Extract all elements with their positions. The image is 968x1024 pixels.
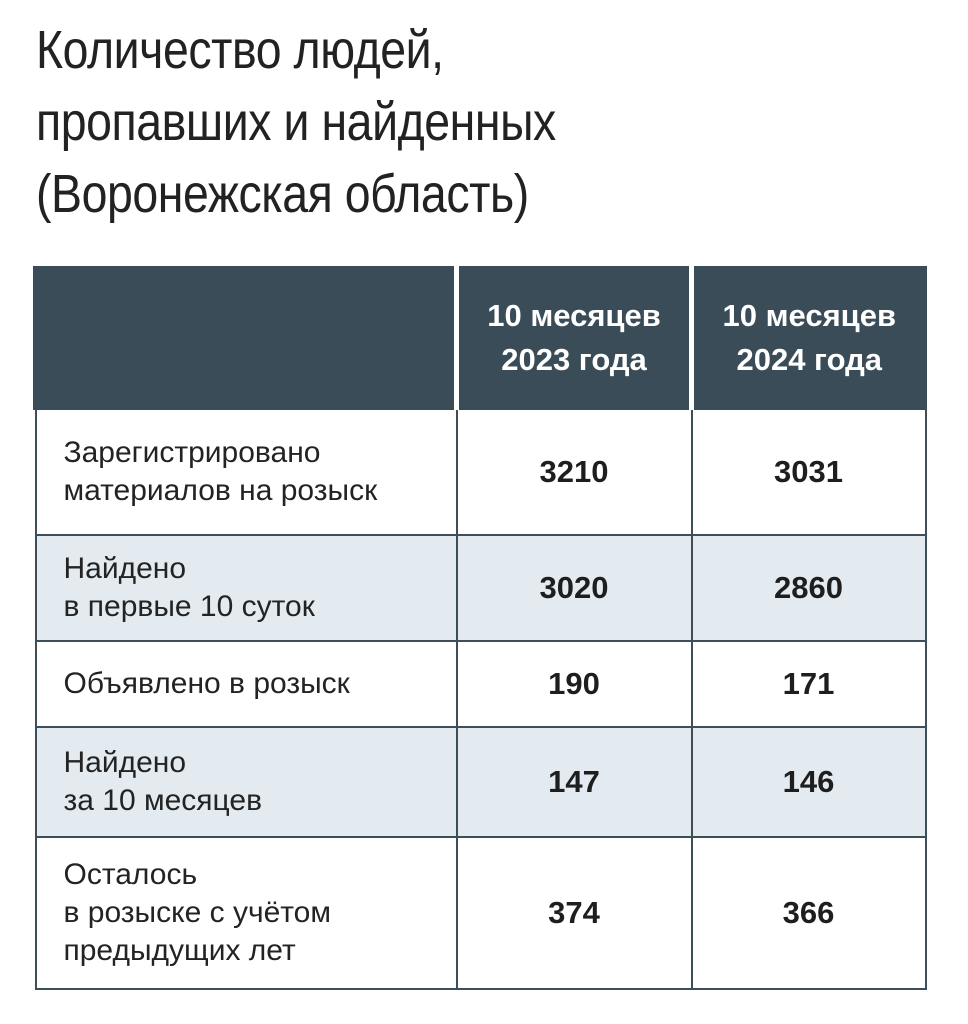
column-header-line: 2024 года: [736, 342, 883, 377]
row-label-line: за 10 месяцев: [63, 784, 263, 817]
header-corner-cell: [36, 267, 457, 409]
value-cell-2024: 366: [692, 837, 926, 989]
table-row: [36, 641, 926, 727]
value-cell-2024: 171: [692, 641, 926, 727]
table-row: [36, 409, 926, 535]
row-label: [36, 641, 457, 727]
row-label-line: Найдено: [63, 552, 187, 585]
column-header-2024: [692, 267, 926, 409]
value-cell-2023: 190: [457, 641, 692, 727]
value-cell-2023: 147: [457, 727, 692, 837]
value-cell-2023: 374: [457, 837, 692, 989]
row-label-line: Зарегистрировано: [63, 436, 321, 469]
column-header-line: 2023 года: [501, 342, 647, 377]
value-cell-2023: 3020: [457, 535, 692, 641]
value-cell-2024: 146: [692, 727, 926, 837]
table-row: [36, 535, 926, 641]
row-label: [36, 409, 457, 535]
column-header-line: 10 месяцев: [722, 298, 897, 333]
data-table: [33, 266, 927, 990]
row-label-line: в первые 10 суток: [63, 590, 315, 623]
column-header-line: 10 месяцев: [487, 298, 661, 333]
table-row: [36, 727, 926, 837]
row-label-line: Найдено: [63, 746, 187, 779]
row-label: [36, 535, 457, 641]
chart-title-line: (Воронежская область): [36, 164, 529, 224]
value-cell-2023: 3210: [457, 409, 692, 535]
table-header-row: [36, 267, 926, 409]
chart-title-line: Количество людей,: [36, 20, 444, 80]
row-label-line: Осталось: [63, 858, 198, 891]
value-cell-2024: 3031: [692, 409, 926, 535]
value-cell-2024: 2860: [692, 535, 926, 641]
chart-title: [36, 14, 810, 230]
row-label: [36, 837, 457, 989]
column-header-2023: [457, 267, 692, 409]
chart-title-line: пропавших и найденных: [36, 92, 556, 152]
row-label: [36, 727, 457, 837]
row-label-line: Объявлено в розыск: [63, 667, 350, 700]
table-row: [36, 837, 926, 989]
row-label-line: предыдущих лет: [63, 934, 296, 967]
row-label-line: материалов на розыск: [63, 474, 378, 507]
row-label-line: в розыске с учётом: [63, 896, 331, 929]
